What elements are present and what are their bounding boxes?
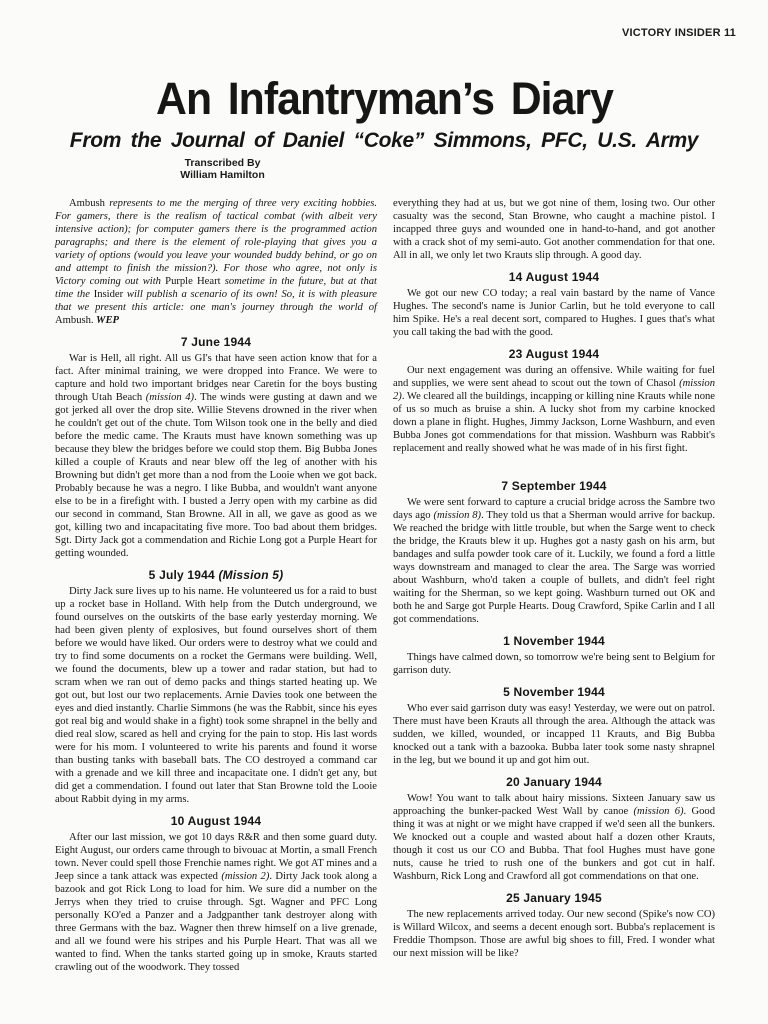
section-heading <box>55 569 377 582</box>
section-heading-date: 7 June 1944 <box>180 335 252 350</box>
section-heading-date: 5 November 1944 <box>503 685 605 700</box>
section-heading-date: 25 January 1945 <box>506 891 602 906</box>
byline-author: William Hamilton <box>180 168 265 181</box>
diary-paragraph: We were sent forward to capture a crucial bridge across the Sambre two days ago (mission 8). They told us that a Sherman would arrive for backup. We reached the bridge with little trouble, but when the Sarge went to check the bridge, the Krauts blew it up. Hughes got a nasty gash on his arm, but bandages and sulfa powder took care of it. Luckily, we found a ford a little ways downstream and managed to clear the area. The Sarge was worried about Washburn, who'd taken a couple of bullets, and didn't feel right waiting for the Sherman, so we kept going. Washburn turned out OK and both he and Sarge got Purple Hearts. Doug Crawford, Spike Carlin and I all got commendations. <box>393 497 715 626</box>
section-heading-date: 10 August 1944 <box>170 814 262 829</box>
byline <box>150 158 295 181</box>
diary-paragraph: everything they had at us, but we got nine of them, losing two. Our other casualty was the second, Stan Browne, who caught a machine pistol. I incapped three guys and wounded one in hand-to-hand, and got another with a crack shot of my semi-auto. Got another commendation for that one. All in all, we only let two Krauts slip through. A good day. <box>393 198 715 262</box>
section-heading <box>393 892 715 905</box>
diary-paragraph: War is Hell, all right. All us GI's that have seen action know that for a fact. After minimal training, we were dropped into France. We were to capture and hold two important bridges near Caretin for the boys busting through Utah Beach (mission 4). The winds were gusting at dawn and we got jerked all over the drop site. Willie Stevens drowned in the river when he couldn't get out of the chute. Tom Wilson took one in the belly and died before the medic came. The Krauts must have known something was up because they blew the bridges before we could stop them. Big Bubba Jones killed a couple of Krauts and near blew off the leg of another with his Browning but didn't get more than a nod from the Looie when we got back. Probably because he was a negro. I like Bubba, and wouldn't want anyone else to be in a firefight with. I busted a Jerry open with my carbine as did our second in command, Stan Browne. All in all, we gave as good as we got, killing two and incapacitating five more. Too bad about them bridges. Sgt. Dirty Jack got a commendation and Richie Long got a Purple Heart for getting wounded. <box>55 353 377 560</box>
section-heading-date: 23 August 1944 <box>508 347 600 362</box>
section-heading <box>393 686 715 699</box>
section-heading-date: 7 September 1944 <box>501 479 607 494</box>
diary-paragraph: The new replacements arrived today. Our new second (Spike's now CO) is Willard Wilcox, and seems a decent enough sort. Bubba's replacement is Freddie Thompson. Those are awful big shoes to fill, Fred. I wonder what our next mission will be like? <box>393 909 715 960</box>
byline-transcribed-by: Transcribed By <box>184 157 261 170</box>
article-title <box>0 0 768 124</box>
section-heading <box>393 776 715 789</box>
section-heading <box>393 271 715 284</box>
section-heading-date: 20 January 1944 <box>506 775 602 790</box>
section-heading-date: 5 July 1944 <box>148 568 215 583</box>
section-heading <box>55 336 377 349</box>
section-heading-date: 14 August 1944 <box>508 270 600 285</box>
diary-paragraph: We got our new CO today; a real vain bastard by the name of Vance Hughes. The second's name is Junior Carlin, but he told everyone to call him Spike. He's a real decent sort, compared to Hughes. I gues that's what you call taking the bad with the good. <box>393 288 715 339</box>
section-heading-mission: (Mission 5) <box>214 568 284 583</box>
section-heading <box>393 635 715 648</box>
section-heading <box>393 348 715 361</box>
intro-paragraph: Ambush represents to me the merging of three very exciting hobbies. For gamers, there is the realism of tactical combat (with albeit very intensive action); for computer gamers there is the programmed action paragraphs; and there is the element of role-playing that gives you a variety of options (would you leave your wounded buddy behind, or go on and attempt to finish the mission?). For those who agree, not only is Victory coming out with Purple Heart sometime in the future, but at that time the Insider will publish a scenario of its own! So, it is with pleasure that we present this article: one man's journey through the world of Ambush. WEP <box>55 198 378 327</box>
running-head: VICTORY INSIDER 11 <box>621 27 736 39</box>
diary-paragraph: Wow! You want to talk about hairy missions. Sixteen January saw us approaching the bunker-packed West Wall by canoe (mission 6). Good thing it was at night or we might have crapped if we'd seen all the bunkers. We knocked out a couple and wasted about half a dozen other Krauts, though it cost us our CO and Bubba. That fool Hughes must have gone nuts, cause he tried to rush one of the bunkers and got cut in half. Washburn, Rick Long and Crawford all got commendations on that one. <box>393 793 715 883</box>
article-title-text: An Infantryman’s Diary <box>155 73 613 124</box>
diary-paragraph: Dirty Jack sure lives up to his name. He volunteered us for a raid to bust up a rocket base in Holland. With help from the Dutch underground, we found ourselves on the outskirts of the base early yesterday morning. We had been given plenty of explosives, but found ourselves short of them before we would have liked. Our orders were to destroy what we could and try to find some documents on a rocket the Germans were building. Well, we found the documents, blew up a tower and radar station, but had to scram when we ran out of demo packs and things started heating up. We got out, but lost our two replacements. Arnie Davies took one between the eyes and died instantly. Charlie Simmons (he was the Rabbit, since his eyes got real big and would shake in a fight) took some shrapnel in the belly and died real slow, scared as hell and crying for the pain to stop. His last words were for his mom. I volunteered to write his parents and found it worse than busting tanks with baseball bats. The CO destroyed a command car with a grenade and we kill three and incapacitate one. I didn't get any, but did get a commendation. I found out later that Stan Browne told the Looie about Rabbit dying in my arms. <box>55 586 377 806</box>
article-columns <box>0 181 768 974</box>
article-subtitle: From the Journal of Daniel “Coke” Simmons, PFC, U.S. Army <box>69 129 699 152</box>
diary-paragraph: Our next engagement was during an offensive. While waiting for fuel and supplies, we were sent ahead to scout out the town of Chasol (mission 2). We cleared all the buildings, incapping or killing nine Krauts while none of us so much as bruise a shin. A lucky shot from my carbine knocked down a plane in flight. Hughes, Jimmy Jackson, Lorne Washburn, and even Bubba Jones got commendations for that mission. Washburn was Rabbit's replacement and really showed what he was made of in his first fight. <box>393 365 715 455</box>
diary-paragraph: After our last mission, we got 10 days R&R and then some guard duty. Eight August, our orders came through to bivouac at Mortin, a small French town. Never could spell those Frenchie names right. We got AT mines and a Jeep since a tank attack was expected (mission 2). Dirty Jack took along a bazook and got Rick Long to load for him. We sure did a number on the Jerrys when they tried to cruise through. Sgt. Wagner and PFC Long personally KO'ed a Panzer and a Jadgpanther tank destroyer along with three Germans with the baz. Wagner then threw himself on a live grenade, and all we found were his stripes and his Purple Heart. That was all we wanted to find. When the tanks started going up in smoke, Krauts started crawling out of the woodwork. They tossed <box>55 832 377 974</box>
section-heading <box>393 480 715 493</box>
column-left <box>55 197 377 974</box>
column-right <box>393 197 715 974</box>
diary-paragraph: Things have calmed down, so tomorrow we're being sent to Belgium for garrison duty. <box>393 652 715 677</box>
diary-paragraph: Who ever said garrison duty was easy! Yesterday, we were out on patrol. There must have been Krauts all through the area. Although the attack was sudden, we killed, wounded, or incapped 11 Krauts, and Big Bubba knocked out a tank with a bazooka. Bubba later took some nasty shrapnel in the leg, but we bound it up and got him out. <box>393 703 715 767</box>
section-heading-date: 1 November 1944 <box>503 634 605 649</box>
section-heading <box>55 815 377 828</box>
